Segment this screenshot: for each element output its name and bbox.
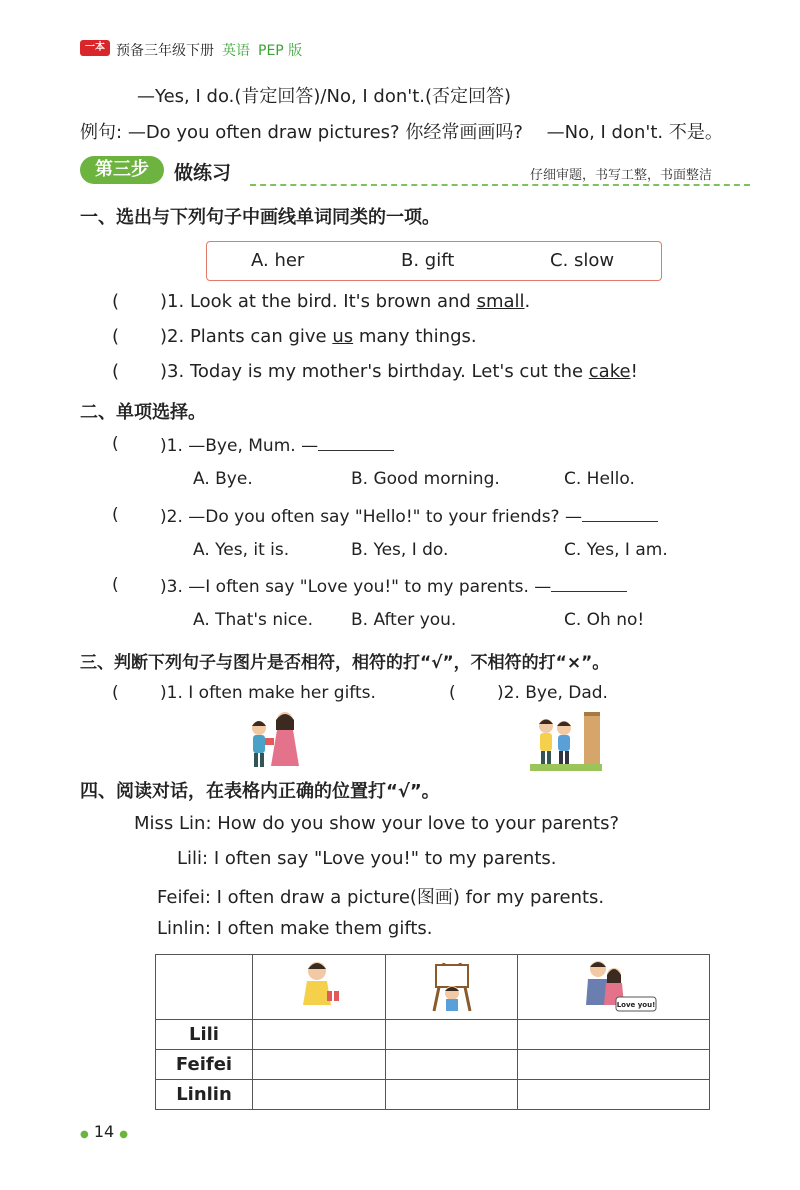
- question-number: )3.: [160, 361, 185, 382]
- underlined-word: small: [476, 291, 525, 312]
- picture-cell-gift: [253, 955, 386, 1020]
- question-text: Bye, Dad.: [525, 683, 608, 703]
- answer-paren: (: [112, 291, 120, 312]
- example-answer: —No, I don't. 不是。: [546, 122, 723, 143]
- choice-b: B. Good morning.: [351, 469, 500, 489]
- speech-bubble-text: Love you!: [616, 1000, 655, 1009]
- question-number: )1.: [160, 291, 185, 312]
- row-label: Linlin: [156, 1080, 253, 1110]
- page-number: [80, 1122, 128, 1141]
- answer-paren: (: [112, 326, 120, 347]
- step-badge: 第三步: [80, 156, 164, 184]
- girl-giving-gift-illustration: [243, 708, 305, 772]
- choice-c: C. Oh no!: [564, 610, 645, 630]
- question-number: )3.: [160, 577, 183, 597]
- question-text: —Do you often say "Hello!" to your friends? —: [188, 507, 582, 527]
- answer-cell[interactable]: [385, 1050, 518, 1080]
- row-label: Feifei: [156, 1050, 253, 1080]
- options-box: [206, 241, 662, 281]
- answer-paren: (: [112, 575, 119, 595]
- table-header-row: [156, 955, 710, 1020]
- answer-table: [155, 954, 710, 1110]
- subject-label: 英语: [222, 43, 250, 59]
- girl-with-gift-icon: [289, 957, 349, 1013]
- question-number: )2.: [160, 507, 183, 527]
- option-c: C. slow: [550, 250, 615, 271]
- answer-cell[interactable]: [253, 1080, 386, 1110]
- answer-cell[interactable]: [253, 1050, 386, 1080]
- question-text-end: !: [630, 361, 638, 382]
- dot-ornament: ●: [119, 1129, 129, 1140]
- question-item: [160, 434, 394, 456]
- dialogue-text: I often make them gifts.: [216, 918, 433, 939]
- answer-cell[interactable]: [385, 1080, 518, 1110]
- family-hug-icon: [570, 957, 658, 1013]
- speaker: Feifei:: [157, 887, 211, 908]
- underlined-word: us: [332, 326, 354, 347]
- section2-title: 二、单项选择。: [80, 402, 206, 423]
- step-title: 做练习: [174, 162, 232, 184]
- underlined-word: cake: [588, 361, 631, 382]
- question-number: )2.: [160, 326, 185, 347]
- example-sentence: [80, 118, 723, 144]
- question-item: [160, 505, 658, 527]
- answer-paren: (: [112, 683, 119, 703]
- answer-paren: (: [112, 361, 120, 382]
- step-tip: 仔细审题，书写工整，书面整洁: [530, 168, 713, 183]
- answer-cell[interactable]: [518, 1050, 710, 1080]
- publisher-logo: 一本: [80, 40, 110, 56]
- question-number: )1.: [160, 683, 183, 703]
- picture-cell-love: [518, 955, 710, 1020]
- answer-paren: (: [449, 683, 456, 703]
- answer-cell[interactable]: [253, 1020, 386, 1050]
- speaker: Lili:: [177, 848, 209, 869]
- question-text: I often make her gifts.: [188, 683, 376, 703]
- question-item: [160, 291, 530, 312]
- section3-title: 三、判断下列句子与图片是否相符，相符的打“√”，不相符的打“×”。: [80, 653, 610, 673]
- option-b: B. gift: [401, 250, 455, 271]
- picture-cell-drawing: [385, 955, 518, 1020]
- speaker: Linlin:: [157, 918, 211, 939]
- question-text-end: .: [524, 291, 531, 312]
- table-row: [156, 1050, 710, 1080]
- children-waving-illustration: [530, 708, 602, 772]
- choice-c: C. Hello.: [564, 469, 635, 489]
- dialogue-line: [177, 848, 557, 869]
- answer-cell[interactable]: [518, 1020, 710, 1050]
- dialogue-text: I often draw a picture(图画) for my parents.: [216, 887, 605, 908]
- question-number: )2.: [497, 683, 520, 703]
- edition-label: PEP 版: [258, 43, 303, 59]
- question-item: [160, 683, 376, 703]
- option-a: A. her: [251, 250, 305, 271]
- answer-cell[interactable]: [385, 1020, 518, 1050]
- dialogue-text: I often say "Love you!" to my parents.: [213, 848, 557, 869]
- question-text-end: many things.: [353, 326, 477, 347]
- easel-drawing-icon: [422, 957, 482, 1013]
- question-text: Look at the bird. It's brown and: [189, 291, 477, 312]
- answer-cell[interactable]: [518, 1080, 710, 1110]
- section4-title: 四、阅读对话，在表格内正确的位置打“√”。: [80, 781, 440, 802]
- question-text: Today is my mother's birthday. Let's cut the: [189, 361, 589, 382]
- dot-ornament: ●: [80, 1129, 89, 1140]
- question-text: —Bye, Mum. —: [188, 436, 319, 456]
- question-text: Plants can give: [189, 326, 333, 347]
- table-corner: [156, 955, 253, 1020]
- question-item: [160, 575, 627, 597]
- table-row: [156, 1080, 710, 1110]
- choice-c: C. Yes, I am.: [564, 540, 668, 560]
- answer-blank: [318, 434, 394, 451]
- row-label: Lili: [156, 1020, 253, 1050]
- choice-a: A. Bye.: [193, 469, 253, 489]
- book-header: [116, 40, 302, 60]
- section1-title: 一、选出与下列句子中画线单词同类的一项。: [80, 207, 440, 228]
- dialogue-line: [134, 813, 619, 834]
- answer-blank: [582, 505, 658, 522]
- dialogue-line: [157, 918, 433, 939]
- answer-blank: [551, 575, 627, 592]
- answer-line: —Yes, I do.(肯定回答)/No, I don't.(否定回答): [137, 86, 512, 107]
- table-row: [156, 1020, 710, 1050]
- question-item: [497, 683, 608, 703]
- choice-a: A. That's nice.: [193, 610, 314, 630]
- example-label: 例句:: [80, 122, 123, 143]
- dialogue-text: How do you show your love to your parents?: [217, 813, 620, 834]
- choice-b: B. Yes, I do.: [351, 540, 449, 560]
- question-number: )1.: [160, 436, 183, 456]
- dialogue-line: [157, 883, 604, 909]
- answer-paren: (: [112, 505, 119, 525]
- divider: [250, 184, 750, 186]
- question-item: [160, 326, 477, 347]
- choice-a: A. Yes, it is.: [193, 540, 290, 560]
- answer-paren: (: [112, 434, 119, 454]
- question-text: —I often say "Love you!" to my parents. —: [188, 577, 552, 597]
- speaker: Miss Lin:: [134, 813, 212, 834]
- choice-b: B. After you.: [351, 610, 457, 630]
- page-number-text: 14: [93, 1122, 115, 1141]
- example-question: —Do you often draw pictures? 你经常画画吗?: [127, 122, 523, 143]
- question-item: [160, 361, 638, 382]
- book-title: 预备三年级下册: [116, 43, 214, 59]
